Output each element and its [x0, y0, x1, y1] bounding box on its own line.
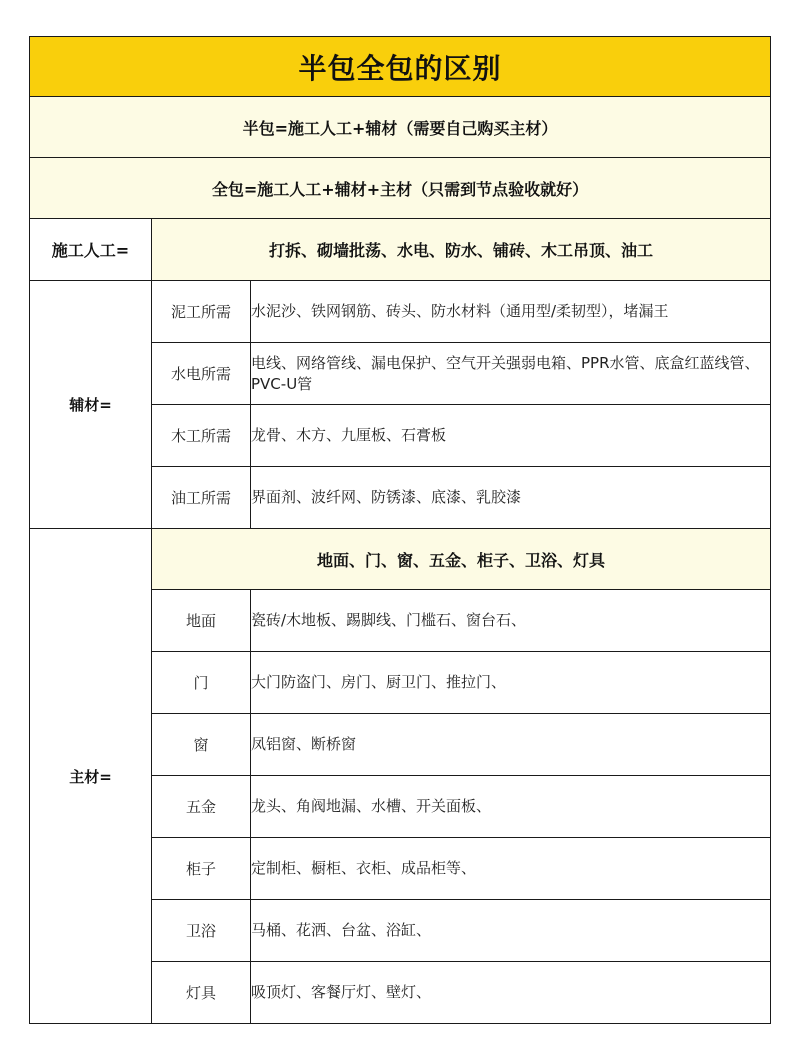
auxiliary-row — [30, 281, 771, 343]
main-materials-category: 地面 — [152, 590, 251, 652]
main-materials-category: 窗 — [152, 714, 251, 776]
main-materials-label: 主材= — [30, 529, 152, 1024]
main-materials-items: 马桶、花洒、台盆、浴缸、 — [251, 900, 771, 962]
table-title: 半包全包的区别 — [30, 37, 771, 97]
auxiliary-category: 油工所需 — [152, 467, 251, 529]
auxiliary-items: 水泥沙、铁网钢筋、砖头、防水材料（通用型/柔韧型），堵漏王 — [251, 281, 771, 343]
auxiliary-items: 电线、网络管线、漏电保护、空气开关强弱电箱、PPR水管、底盒红蓝线管、 PVC-U管 — [251, 343, 771, 405]
main-materials-items: 凤铝窗、断桥窗 — [251, 714, 771, 776]
main-materials-category: 门 — [152, 652, 251, 714]
comparison-table — [29, 36, 771, 1024]
auxiliary-label: 辅材= — [30, 281, 152, 529]
main-materials-items: 定制柜、橱柜、衣柜、成品柜等、 — [251, 838, 771, 900]
auxiliary-category: 泥工所需 — [152, 281, 251, 343]
main-materials-category: 五金 — [152, 776, 251, 838]
main-materials-summary-row — [30, 529, 771, 590]
main-materials-items: 龙头、角阀地漏、水槽、开关面板、 — [251, 776, 771, 838]
main-materials-summary: 地面、门、窗、五金、柜子、卫浴、灯具 — [152, 529, 771, 590]
full-package-row — [30, 158, 771, 219]
half-package-definition: 半包=施工人工+辅材（需要自己购买主材） — [30, 97, 771, 158]
main-materials-items: 大门防盗门、房门、厨卫门、推拉门、 — [251, 652, 771, 714]
main-materials-category: 卫浴 — [152, 900, 251, 962]
full-package-definition: 全包=施工人工+辅材+主材（只需到节点验收就好） — [30, 158, 771, 219]
main-materials-category: 灯具 — [152, 962, 251, 1024]
auxiliary-items: 界面剂、波纤网、防锈漆、底漆、乳胶漆 — [251, 467, 771, 529]
labor-row — [30, 219, 771, 281]
main-materials-items: 瓷砖/木地板、踢脚线、门槛石、窗台石、 — [251, 590, 771, 652]
title-row — [30, 37, 771, 97]
auxiliary-category: 水电所需 — [152, 343, 251, 405]
auxiliary-category: 木工所需 — [152, 405, 251, 467]
main-materials-category: 柜子 — [152, 838, 251, 900]
auxiliary-items: 龙骨、木方、九厘板、石膏板 — [251, 405, 771, 467]
labor-content: 打拆、砌墙批荡、水电、防水、铺砖、木工吊顶、油工 — [152, 219, 771, 281]
half-package-row — [30, 97, 771, 158]
labor-label: 施工人工= — [30, 219, 152, 281]
main-materials-items: 吸顶灯、客餐厅灯、壁灯、 — [251, 962, 771, 1024]
